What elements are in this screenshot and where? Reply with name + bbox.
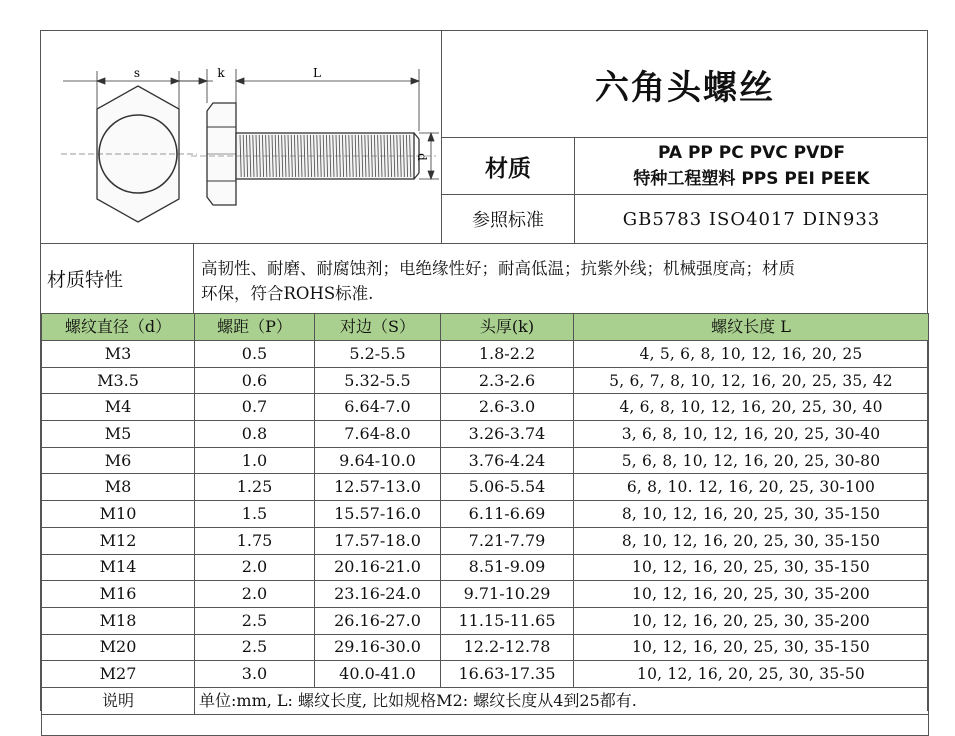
- table-cell: M10: [42, 501, 195, 528]
- table-cell: 10, 12, 16, 20, 25, 30, 35-50: [574, 661, 929, 688]
- table-cell: 3.26-3.74: [441, 421, 574, 448]
- header-pitch: 螺距（P）: [195, 314, 315, 341]
- note-label: 说明: [42, 687, 195, 714]
- table-cell: M6: [42, 447, 195, 474]
- spec-table: [41, 313, 929, 736]
- table-cell: M20: [42, 634, 195, 661]
- table-cell: 4, 6, 8, 10, 12, 16, 20, 25, 30, 40: [574, 394, 929, 421]
- table-row: [42, 554, 929, 581]
- table-cell: M5: [42, 421, 195, 448]
- table-cell: 29.16-30.0: [315, 634, 441, 661]
- standard-value: GB5783 ISO4017 DIN933: [622, 208, 881, 230]
- note-row: [42, 687, 929, 714]
- table-cell: 3.0: [195, 661, 315, 688]
- table-row: [42, 367, 929, 394]
- dim-d-label: d: [415, 153, 429, 161]
- table-cell: 4, 5, 6, 8, 10, 12, 16, 20, 25: [574, 341, 929, 368]
- table-cell: M18: [42, 607, 195, 634]
- table-cell: M14: [42, 554, 195, 581]
- table-row: [42, 421, 929, 448]
- dim-k-label: k: [217, 66, 225, 80]
- table-cell: 0.7: [195, 394, 315, 421]
- table-cell: M8: [42, 474, 195, 501]
- table-cell: 0.5: [195, 341, 315, 368]
- table-cell: 5.2-5.5: [315, 341, 441, 368]
- table-cell: 9.64-10.0: [315, 447, 441, 474]
- table-cell: 20.16-21.0: [315, 554, 441, 581]
- properties-label: 材质特性: [41, 244, 194, 313]
- table-row: [42, 634, 929, 661]
- table-cell: 10, 12, 16, 20, 25, 30, 35-150: [574, 554, 929, 581]
- material-line-2: 特种工程塑料 PPS PEI PEEK: [633, 169, 870, 189]
- table-cell: M3: [42, 341, 195, 368]
- table-cell: M16: [42, 581, 195, 608]
- material-label: 材质: [442, 138, 575, 195]
- technical-drawing: [41, 31, 442, 243]
- table-cell: 12.57-13.0: [315, 474, 441, 501]
- table-cell: 7.64-8.0: [315, 421, 441, 448]
- material-value: [575, 138, 928, 195]
- note-text: 单位:mm, L: 螺纹长度, 比如规格M2: 螺纹长度从4到25都有.: [195, 687, 929, 714]
- table-row: [42, 447, 929, 474]
- table-cell: 2.3-2.6: [441, 367, 574, 394]
- table-header-row: [42, 314, 929, 341]
- table-cell: 11.15-11.65: [441, 607, 574, 634]
- table-cell: 23.16-24.0: [315, 581, 441, 608]
- table-cell: 2.5: [195, 634, 315, 661]
- table-row: [42, 661, 929, 688]
- table-cell: 5, 6, 7, 8, 10, 12, 16, 20, 25, 35, 42: [574, 367, 929, 394]
- header-head-thickness: 头厚(k): [441, 314, 574, 341]
- table-row: [42, 394, 929, 421]
- table-cell: 3.76-4.24: [441, 447, 574, 474]
- header-across-flats: 对边（S）: [315, 314, 441, 341]
- hex-bolt-drawing: [41, 31, 442, 243]
- table-cell: 0.8: [195, 421, 315, 448]
- table-cell: 2.0: [195, 554, 315, 581]
- table-cell: 6.64-7.0: [315, 394, 441, 421]
- table-row: [42, 607, 929, 634]
- table-cell: 2.6-3.0: [441, 394, 574, 421]
- table-cell: 40.0-41.0: [315, 661, 441, 688]
- table-cell: 8, 10, 12, 16, 20, 25, 30, 35-150: [574, 527, 929, 554]
- dim-s-label: s: [133, 66, 141, 80]
- table-row: [42, 501, 929, 528]
- table-cell: 9.71-10.29: [441, 581, 574, 608]
- table-cell: 12.2-12.78: [441, 634, 574, 661]
- properties-line-2: 环保，符合ROHS标准.: [201, 284, 374, 303]
- table-body: [42, 341, 929, 688]
- page-title: 六角头螺丝: [442, 31, 928, 138]
- table-row: [42, 474, 929, 501]
- table-cell: 15.57-16.0: [315, 501, 441, 528]
- table-row: [42, 341, 929, 368]
- table-cell: M3.5: [42, 367, 195, 394]
- table-cell: 6, 8, 10. 12, 16, 20, 25, 30-100: [574, 474, 929, 501]
- truncated-cell: [42, 714, 929, 735]
- table-cell: 16.63-17.35: [441, 661, 574, 688]
- table-cell: 7.21-7.79: [441, 527, 574, 554]
- properties-text: [201, 256, 921, 306]
- table-cell: 1.0: [195, 447, 315, 474]
- table-cell: 1.5: [195, 501, 315, 528]
- table-cell: 8.51-9.09: [441, 554, 574, 581]
- table-cell: 10, 12, 16, 20, 25, 30, 35-200: [574, 607, 929, 634]
- spec-sheet: [40, 30, 928, 711]
- table-cell: 5.06-5.54: [441, 474, 574, 501]
- table-cell: 5, 6, 8, 10, 12, 16, 20, 25, 30-80: [574, 447, 929, 474]
- table-cell: 2.5: [195, 607, 315, 634]
- table-cell: 8, 10, 12, 16, 20, 25, 30, 35-150: [574, 501, 929, 528]
- table-cell: 6.11-6.69: [441, 501, 574, 528]
- table-cell: 26.16-27.0: [315, 607, 441, 634]
- dim-L-label: L: [313, 66, 321, 80]
- table-cell: 0.6: [195, 367, 315, 394]
- table-cell: 10, 12, 16, 20, 25, 30, 35-200: [574, 581, 929, 608]
- table-cell: M27: [42, 661, 195, 688]
- bolt-side-view: [207, 103, 419, 205]
- table-cell: 1.8-2.2: [441, 341, 574, 368]
- table-cell: 3, 6, 8, 10, 12, 16, 20, 25, 30-40: [574, 421, 929, 448]
- material-line-1: PA PP PC PVC PVDF: [657, 143, 846, 163]
- header-thread-length: 螺纹长度 L: [574, 314, 929, 341]
- table-cell: 17.57-18.0: [315, 527, 441, 554]
- table-cell: 5.32-5.5: [315, 367, 441, 394]
- table-cell: 1.25: [195, 474, 315, 501]
- table-row: [42, 527, 929, 554]
- table-cell: M4: [42, 394, 195, 421]
- truncated-row: [42, 714, 929, 735]
- hex-end-view: [61, 86, 197, 222]
- table-cell: M12: [42, 527, 195, 554]
- table-cell: 1.75: [195, 527, 315, 554]
- table-cell: 2.0: [195, 581, 315, 608]
- standard-label: 参照标准: [442, 195, 575, 243]
- properties-row: [41, 243, 928, 313]
- header-diameter: 螺纹直径（d）: [42, 314, 195, 341]
- properties-line-1: 高韧性、耐磨、耐腐蚀剂；电绝缘性好；耐高低温；抗紫外线；机械强度高；材质: [201, 259, 795, 278]
- table-cell: 10, 12, 16, 20, 25, 30, 35-150: [574, 634, 929, 661]
- table-row: [42, 581, 929, 608]
